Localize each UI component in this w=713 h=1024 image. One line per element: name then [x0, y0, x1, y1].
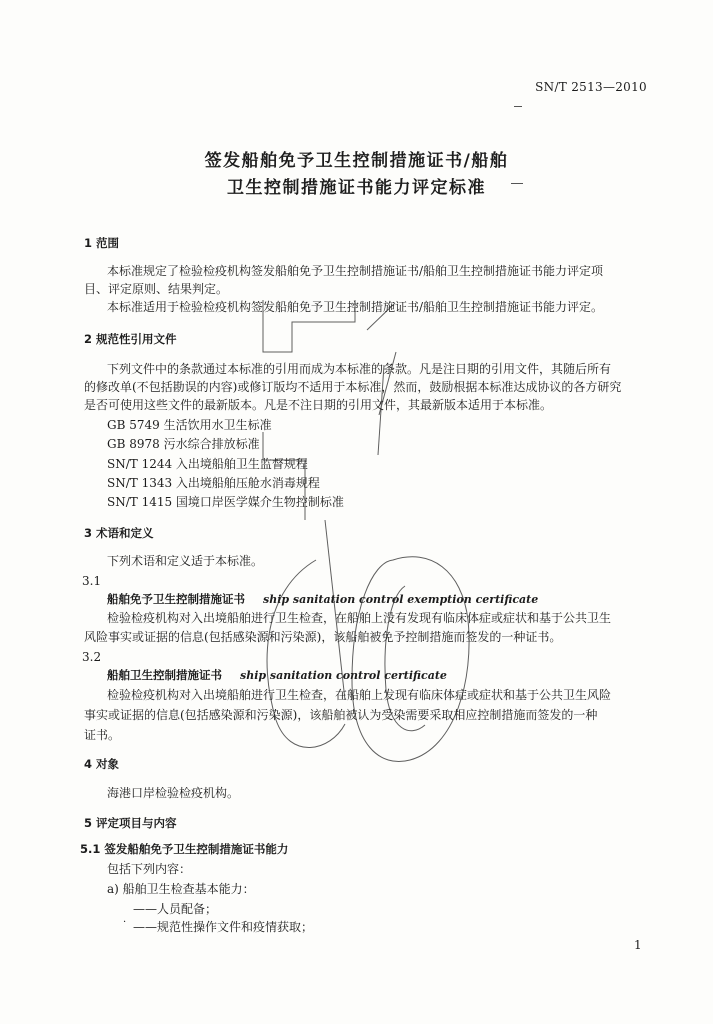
standard-code: SN/T 2513—2010 [535, 80, 647, 94]
section-2-para-line1: 下列文件中的条款通过本标准的引用而成为本标准的条款。凡是注日期的引用文件，其随后所有 [107, 362, 612, 376]
stray-dot: · [123, 917, 127, 928]
section-1-para1-line1: 本标准规定了检验检疫机构签发船舶免予卫生控制措施证书/船舶卫生控制措施证书能力评定项 [107, 264, 604, 278]
section-2-para-line3: 是否可使用这些文件的最新版本。凡是不注日期的引用文件，其最新版本适用于本标准。 [84, 398, 553, 412]
term-3-1-cn: 船舶免予卫生控制措施证书 [107, 592, 245, 606]
document-title-line2: 卫生控制措施证书能力评定标准 [227, 178, 486, 198]
clause-5-1-intro: 包括下列内容： [107, 862, 192, 876]
definition-3-2-line3: 证书。 [84, 728, 121, 742]
section-4-para: 海港口岸检验检疫机构。 [107, 786, 240, 800]
section-1-para2: 本标准适用于检验检疫机构签发船舶免予卫生控制措施证书/船舶卫生控制措施证书能力评定。 [107, 300, 604, 314]
section-1-para1-line2: 目、评定原则、结果判定。 [84, 282, 229, 296]
reference-item: SN/T 1343 入出境船舶压舱水消毒规程 [107, 476, 320, 490]
reference-item: SN/T 1244 入出境船舶卫生监督规程 [107, 457, 308, 471]
section-1-heading: 1 范围 [84, 236, 120, 250]
document-title-line1: 签发船舶免予卫生控制措施证书/船舶 [204, 151, 509, 171]
clause-number-3-2: 3.2 [82, 650, 102, 664]
clause-5-1-heading: 5.1 签发船舶免予卫生控制措施证书能力 [80, 842, 289, 856]
definition-3-2-line1: 检验检疫机构对入出境船舶进行卫生检查，在船舶上发现有临床体症或症状和基于公共卫生风险 [107, 688, 612, 702]
definition-3-1-line2: 风险事实或证据的信息(包括感染源和污染源)，该船舶被免予控制措施而签发的一种证书。 [84, 630, 562, 644]
section-5-heading: 5 评定项目与内容 [84, 816, 177, 830]
definition-3-2-line2: 事实或证据的信息(包括感染源和污染源)，该船舶被认为受染需要采取相应控制措施而签发的一种 [84, 708, 598, 722]
term-3-2-cn: 船舶卫生控制措施证书 [107, 668, 222, 682]
page-number: 1 [634, 938, 642, 952]
section-2-heading: 2 规范性引用文件 [84, 332, 177, 346]
reference-item: GB 8978 污水综合排放标准 [107, 437, 260, 451]
list-subitem: ——人员配备； [133, 902, 218, 916]
term-3-2-en: ship sanitation control certificate [240, 669, 447, 682]
term-3-1-en: ship sanitation control exemption certificate [263, 593, 539, 606]
section-3-intro: 下列术语和定义适于本标准。 [107, 554, 264, 568]
section-4-heading: 4 对象 [84, 757, 120, 771]
list-item-a: a) 船舶卫生检查基本能力： [107, 882, 255, 896]
section-2-para-line2: 的修改单(不包括勘误的内容)或修订版均不适用于本标准，然而，鼓励根据本标准达成协议的各方研究 [84, 380, 622, 394]
reference-item: GB 5749 生活饮用水卫生标准 [107, 418, 272, 432]
clause-number-3-1: 3.1 [82, 574, 102, 588]
section-3-heading: 3 术语和定义 [84, 526, 154, 540]
list-subitem: ——规范性操作文件和疫情获取； [133, 920, 314, 934]
definition-3-1-line1: 检验检疫机构对入出境船舶进行卫生检查，在船舶上没有发现有临床体症或症状和基于公共卫生 [107, 611, 612, 625]
reference-item: SN/T 1415 国境口岸医学媒介生物控制标准 [107, 495, 344, 509]
